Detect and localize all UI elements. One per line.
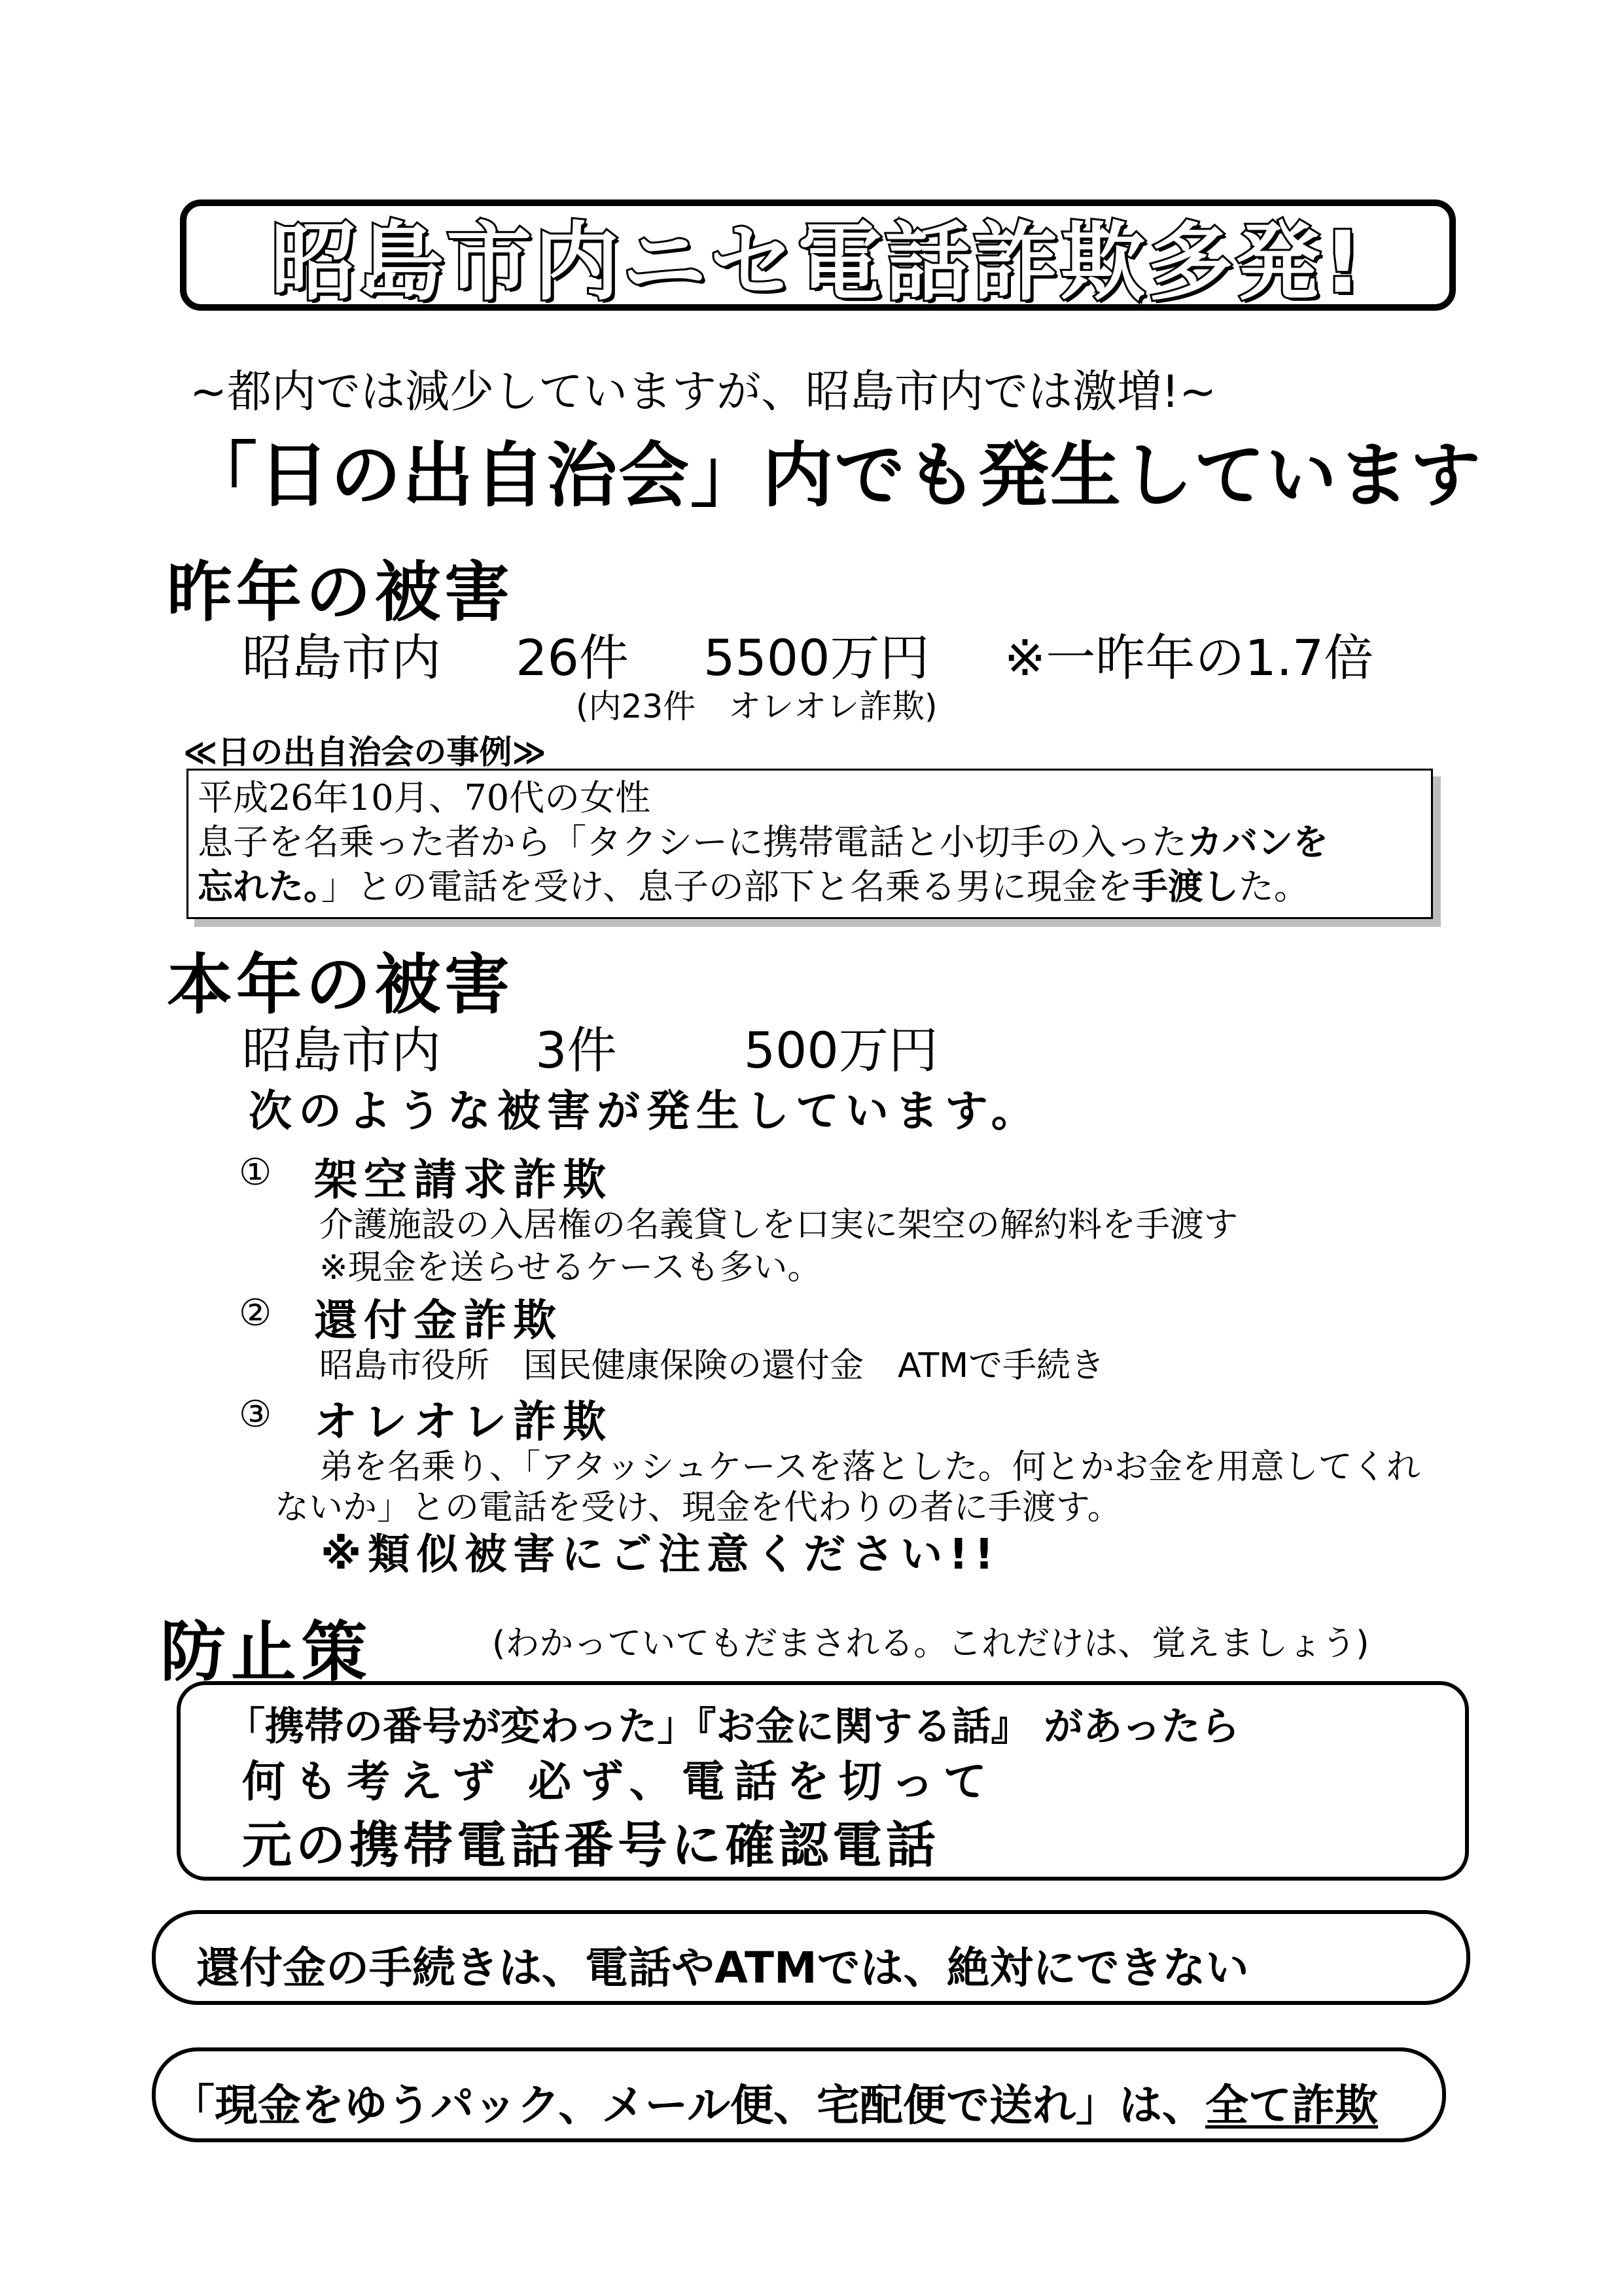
last-year-amount: 5500万円 [703, 629, 930, 687]
case-label: ≪日の出自治会の事例≫ [183, 733, 546, 771]
last-year-breakdown: (内23件 オレオレ詐欺) [576, 687, 938, 725]
case-line-2-bold: カバンを [1187, 822, 1328, 863]
case-line-3 [198, 865, 1422, 909]
caution-text: ※類似被害にご注意ください!! [321, 1531, 1000, 1579]
prevention-box-1-line-3: 元の携帯電話番号に確認電話 [242, 1816, 940, 1874]
case-line-3-end: た。 [1238, 866, 1309, 907]
this-year-count: 3件 [535, 1021, 617, 1079]
this-year-heading: 本年の被害 [167, 947, 514, 1023]
item-3-title: オレオレ詐欺 [314, 1397, 612, 1447]
this-year-intro: 次のような被害が発生しています。 [249, 1086, 1041, 1136]
item-3-number: ③ [239, 1393, 272, 1436]
case-line-2 [198, 820, 1422, 865]
item-1-line-1: 介護施設の入居権の名義貸しを口実に架空の解約料を手渡す [319, 1206, 1239, 1245]
item-1-title: 架空請求詐欺 [314, 1155, 612, 1205]
this-year-stats [242, 1011, 938, 1082]
item-2-number: ② [239, 1292, 272, 1334]
last-year-count: 26件 [516, 629, 629, 687]
prevention-box-1-line-2: 何も考えず 必ず、電話を切って [242, 1756, 996, 1807]
headline: 「日の出自治会」内でも発生しています [186, 435, 1483, 517]
last-year-stats [242, 618, 1373, 689]
this-year-amount: 500万円 [743, 1021, 938, 1079]
prevention-note: (わかっていてもだまされる。これだけは、覚えましょう) [492, 1624, 1369, 1663]
case-line-1: 平成26年10月、70代の女性 [198, 777, 651, 818]
prevention-heading: 防止策 [160, 1614, 372, 1690]
prevention-box-2-text: 還付金の手続きは、電話やATMでは、絶対にできない [196, 1943, 1249, 1993]
case-line-3-text: 」との電話を受け、息子の部下と名乗る男に現金を [321, 866, 1133, 907]
item-1-number: ① [239, 1151, 272, 1194]
prevention-box-1-line-1: 「携帯の番号が変わった」『お金に関する話』 があったら [226, 1704, 1240, 1750]
prevention-box-3-text-a: 「現金をゆうパック、メール便、宅配便で送れ」は、 [171, 2080, 1206, 2131]
prevention-box-3-underlined: 全て詐欺 [1205, 2080, 1379, 2131]
prevention-box-3-text [171, 2070, 1378, 2132]
page-title: 昭島市内ニセ電話詐欺多発! [271, 212, 1365, 312]
last-year-area: 昭島市内 [242, 629, 441, 687]
case-box [186, 769, 1433, 919]
item-3-line-1: 弟を名乗り、「アタッシュケースを落とした。何とかお金を用意してくれ [319, 1448, 1421, 1487]
item-3-line-2: ないか」との電話を受け、現金を代わりの者に手渡す。 [275, 1488, 1121, 1527]
last-year-heading: 昨年の被害 [167, 554, 514, 631]
item-2-title: 還付金詐欺 [314, 1295, 563, 1346]
case-line-3-bold-a: 忘れた。 [198, 866, 321, 907]
this-year-area: 昭島市内 [242, 1021, 441, 1079]
case-line-2-text: 息子を名乗った者から「タクシーに携帯電話と小切手の入った [198, 822, 1187, 863]
item-1-line-2: ※現金を送らせるケースも多い。 [319, 1248, 822, 1287]
last-year-note: ※一昨年の1.7倍 [1004, 629, 1374, 687]
item-2-line-1: 昭島市役所 国民健康保険の還付金 ATMで手続き [319, 1346, 1105, 1385]
title-banner [180, 200, 1456, 311]
case-line-3-bold-b: 手渡し [1132, 866, 1239, 907]
subtitle: ~都内では減少していますが、昭島市内では激増!~ [190, 366, 1217, 418]
